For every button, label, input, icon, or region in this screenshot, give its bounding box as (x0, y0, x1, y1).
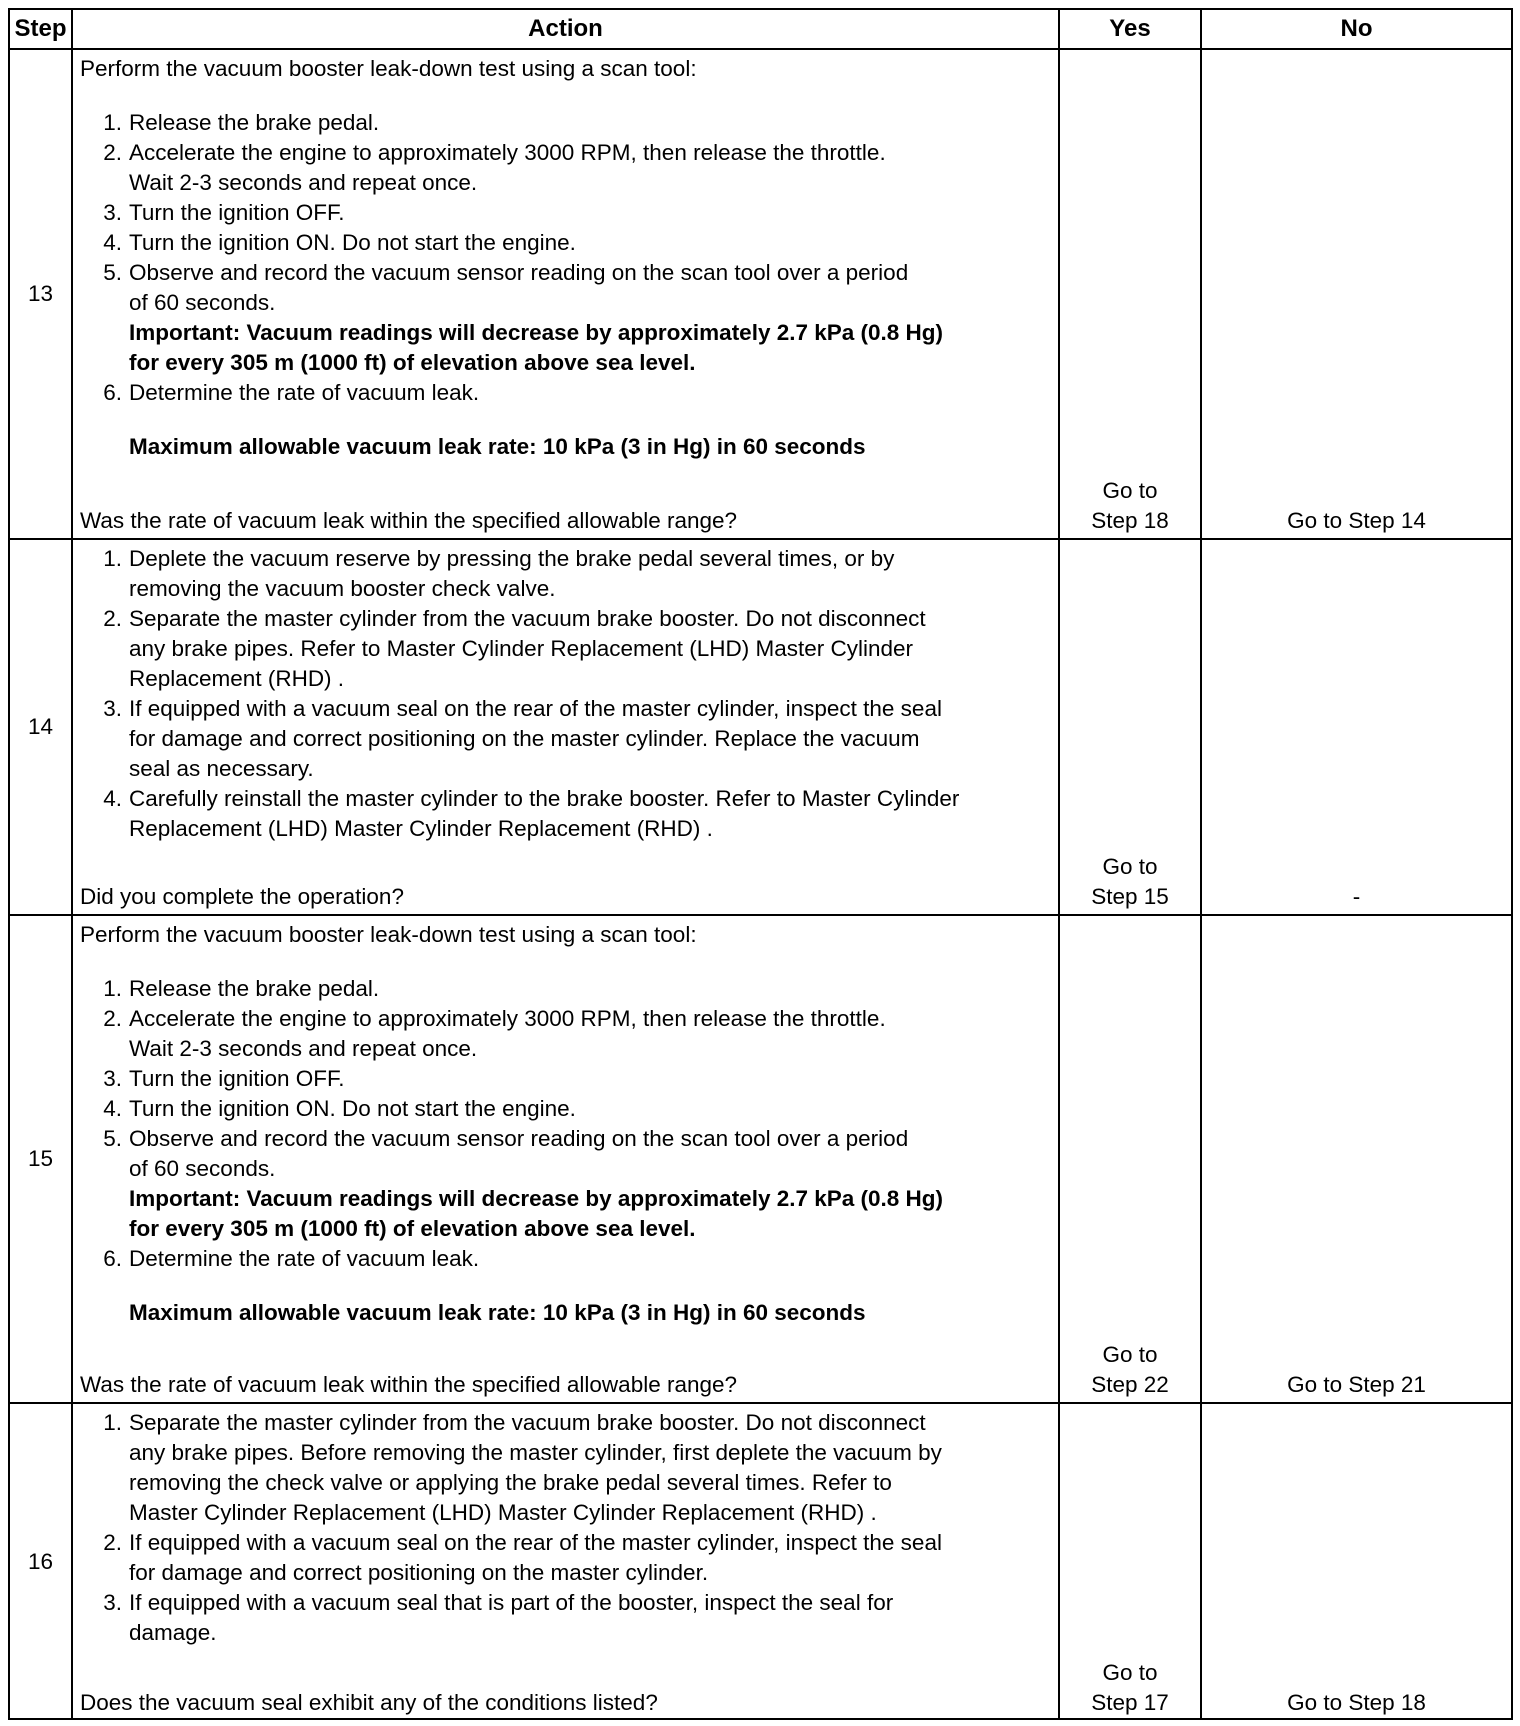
table-row (10, 916, 1511, 1404)
item-number: 2. (103, 140, 122, 165)
yes-text (1091, 1658, 1169, 1720)
item-number: 4. (103, 230, 122, 255)
table-row (10, 50, 1511, 540)
no-result (1202, 916, 1511, 1402)
procedure-item (80, 1064, 1054, 1094)
item-line: Turn the ignition OFF. (129, 1066, 345, 1091)
item-number: 1. (103, 110, 122, 135)
procedure-item (80, 974, 1054, 1004)
procedure-item (80, 784, 1054, 844)
table-row (10, 540, 1511, 916)
spacer (80, 1274, 1054, 1298)
action-content (80, 544, 1054, 912)
item-line: damage. (129, 1620, 217, 1645)
diagnostic-table (8, 8, 1513, 1720)
item-number: 5. (103, 260, 122, 285)
important-note: for every 305 m (1000 ft) of elevation above sea level. (129, 350, 696, 375)
action-cell (73, 50, 1060, 538)
item-line: Observe and record the vacuum sensor reading on the scan tool over a period (129, 1126, 909, 1151)
action-content (80, 920, 1054, 1400)
item-line: of 60 seconds. (129, 290, 276, 315)
procedure-item (80, 198, 1054, 228)
procedure-item (80, 1528, 1054, 1588)
item-line: seal as necessary. (129, 756, 314, 781)
no-text: Go to Step 18 (1287, 1690, 1426, 1715)
item-line: If equipped with a vacuum seal on the rear of the master cylinder, inspect the seal (129, 696, 942, 721)
item-line: Accelerate the engine to approximately 3000 RPM, then release the throttle. (129, 140, 886, 165)
item-number: 1. (103, 1410, 122, 1435)
item-line: for damage and correct positioning on the master cylinder. Replace the vacuum (129, 726, 920, 751)
procedure-item (80, 1408, 1054, 1528)
procedure-item (80, 378, 1054, 408)
spacer (80, 408, 1054, 432)
procedure-item (80, 604, 1054, 694)
yes-line: Go to (1102, 478, 1158, 503)
header-no: No (1340, 15, 1373, 42)
no-result (1202, 50, 1511, 538)
item-line: removing the vacuum booster check valve. (129, 576, 556, 601)
item-line: Wait 2-3 seconds and repeat once. (129, 1036, 478, 1061)
procedure-item (80, 694, 1054, 784)
yes-line: Step 17 (1091, 1690, 1169, 1715)
item-number: 2. (103, 606, 122, 631)
item-line: removing the check valve or applying the brake pedal several times. Refer to (129, 1470, 892, 1495)
yes-text (1091, 1340, 1169, 1402)
item-number: 2. (103, 1530, 122, 1555)
item-number: 1. (103, 976, 122, 1001)
action-cell (73, 916, 1060, 1402)
item-line: Carefully reinstall the master cylinder to the brake booster. Refer to Master Cylinder (129, 786, 960, 811)
yes-line: Go to (1102, 1342, 1158, 1367)
table-row (10, 1404, 1511, 1720)
header-yes: Yes (1060, 10, 1202, 48)
item-line: Turn the ignition ON. Do not start the engine. (129, 230, 576, 255)
yes-text (1091, 476, 1169, 538)
item-number: 6. (103, 1246, 122, 1271)
procedure-item (80, 258, 1054, 378)
procedure-item (80, 544, 1054, 604)
yes-result (1060, 540, 1202, 914)
max-leak-rate: Maximum allowable vacuum leak rate: 10 kPa (3 in Hg) in 60 seconds (129, 1300, 866, 1325)
no-result (1202, 1404, 1511, 1720)
item-line: Observe and record the vacuum sensor reading on the scan tool over a period (129, 260, 909, 285)
step-question: Was the rate of vacuum leak within the specified allowable range? (80, 1372, 738, 1397)
item-line: any brake pipes. Refer to Master Cylinder Replacement (LHD) Master Cylinder (129, 636, 914, 661)
no-text: Go to Step 14 (1287, 508, 1426, 533)
step-number: 15 (10, 916, 73, 1402)
spacer (80, 950, 1054, 974)
item-line: Replacement (LHD) Master Cylinder Replacement (RHD) . (129, 816, 713, 841)
procedure-item (80, 138, 1054, 198)
procedure-item (80, 1094, 1054, 1124)
max-leak-rate: Maximum allowable vacuum leak rate: 10 kPa (3 in Hg) in 60 seconds (129, 434, 866, 459)
step-question: Does the vacuum seal exhibit any of the conditions listed? (80, 1690, 658, 1715)
item-number: 3. (103, 1590, 122, 1615)
yes-result (1060, 916, 1202, 1402)
no-text: - (1352, 884, 1361, 909)
item-line: any brake pipes. Before removing the master cylinder, first deplete the vacuum by (129, 1440, 942, 1465)
procedure-list (80, 974, 1054, 1274)
important-note: Important: Vacuum readings will decrease by approximately 2.7 kPa (0.8 Hg) (129, 320, 944, 345)
item-line: Replacement (RHD) . (129, 666, 345, 691)
item-number: 4. (103, 786, 122, 811)
yes-line: Go to (1102, 1660, 1158, 1685)
item-line: for damage and correct positioning on the master cylinder. (129, 1560, 709, 1585)
item-number: 5. (103, 1126, 122, 1151)
table-header-row (10, 10, 1511, 50)
important-note: for every 305 m (1000 ft) of elevation above sea level. (129, 1216, 696, 1241)
item-number: 4. (103, 1096, 122, 1121)
yes-result (1060, 50, 1202, 538)
procedure-list (80, 1408, 1054, 1648)
item-line: Separate the master cylinder from the vacuum brake booster. Do not disconnect (129, 606, 926, 631)
item-number: 3. (103, 696, 122, 721)
item-number: 6. (103, 380, 122, 405)
yes-line: Step 22 (1091, 1372, 1169, 1397)
item-line: of 60 seconds. (129, 1156, 276, 1181)
item-line: Release the brake pedal. (129, 110, 380, 135)
step-question: Did you complete the operation? (80, 884, 404, 909)
item-line: Master Cylinder Replacement (LHD) Master Cylinder Replacement (RHD) . (129, 1500, 877, 1525)
item-line: Determine the rate of vacuum leak. (129, 1246, 480, 1271)
action-content (80, 54, 1054, 536)
procedure-item (80, 1124, 1054, 1244)
spacer (80, 84, 1054, 108)
procedure-list (80, 108, 1054, 408)
action-content (80, 1408, 1054, 1718)
no-result (1202, 540, 1511, 914)
procedure-item (80, 108, 1054, 138)
item-number: 2. (103, 1006, 122, 1031)
procedure-item (80, 1244, 1054, 1274)
item-line: Accelerate the engine to approximately 3000 RPM, then release the throttle. (129, 1006, 886, 1031)
yes-line: Go to (1102, 854, 1158, 879)
procedure-item (80, 1588, 1054, 1648)
procedure-item (80, 1004, 1054, 1064)
item-line: Separate the master cylinder from the vacuum brake booster. Do not disconnect (129, 1410, 926, 1435)
step-number: 14 (10, 540, 73, 914)
important-note: Important: Vacuum readings will decrease by approximately 2.7 kPa (0.8 Hg) (129, 1186, 944, 1211)
procedure-list (80, 544, 1054, 844)
action-cell (73, 1404, 1060, 1720)
yes-result (1060, 1404, 1202, 1720)
action-intro: Perform the vacuum booster leak-down test using a scan tool: (80, 922, 697, 947)
item-line: Deplete the vacuum reserve by pressing the brake pedal several times, or by (129, 546, 895, 571)
step-number: 13 (10, 50, 73, 538)
item-line: Turn the ignition ON. Do not start the engine. (129, 1096, 576, 1121)
item-line: Release the brake pedal. (129, 976, 380, 1001)
no-text: Go to Step 21 (1287, 1372, 1426, 1397)
item-number: 3. (103, 1066, 122, 1091)
item-number: 1. (103, 546, 122, 571)
step-number: 16 (10, 1404, 73, 1720)
header-action: Action (73, 10, 1060, 48)
yes-text (1091, 852, 1169, 914)
item-line: If equipped with a vacuum seal on the rear of the master cylinder, inspect the seal (129, 1530, 942, 1555)
step-question: Was the rate of vacuum leak within the specified allowable range? (80, 508, 738, 533)
yes-line: Step 18 (1091, 508, 1169, 533)
item-number: 3. (103, 200, 122, 225)
item-line: Wait 2-3 seconds and repeat once. (129, 170, 478, 195)
item-line: If equipped with a vacuum seal that is part of the booster, inspect the seal for (129, 1590, 894, 1615)
procedure-item (80, 228, 1054, 258)
item-line: Turn the ignition OFF. (129, 200, 345, 225)
action-intro: Perform the vacuum booster leak-down test using a scan tool: (80, 56, 697, 81)
item-line: Determine the rate of vacuum leak. (129, 380, 480, 405)
yes-line: Step 15 (1091, 884, 1169, 909)
action-cell (73, 540, 1060, 914)
header-step: Step (10, 10, 73, 48)
